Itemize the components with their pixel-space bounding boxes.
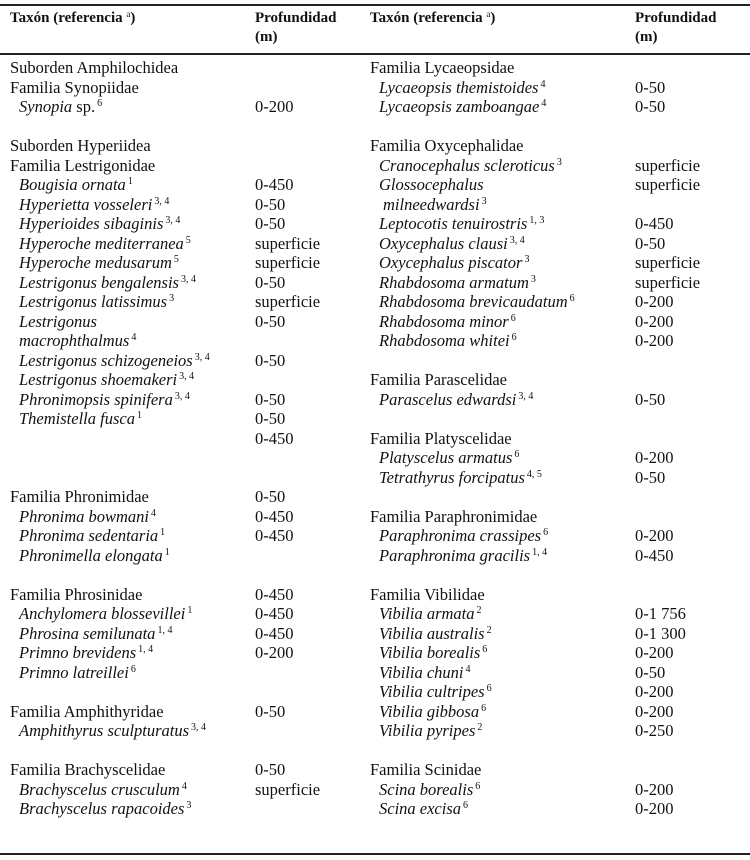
taxon-name: Suborden Amphilochidea (10, 58, 179, 77)
species-row (379, 390, 533, 410)
reference-superscript: 4, 5 (526, 468, 542, 480)
taxon-name: Familia Lestrigonidae (10, 155, 156, 175)
species-row (379, 468, 542, 488)
family-label (370, 58, 514, 78)
species-name: Rhabdosoma armatum (379, 272, 529, 292)
species-name: Rhabdosoma brevicaudatum (379, 292, 568, 311)
taxon-name: Familia Amphithyridae (10, 701, 164, 721)
depth-value: 0-50 (255, 409, 286, 428)
reference-superscript: 3 (530, 273, 536, 285)
reference-superscript: 1, 3 (529, 215, 545, 226)
reference-superscript: 2 (477, 722, 483, 733)
species-name: Vibilia australis (379, 623, 485, 643)
taxon-name: Familia Parascelidae (370, 370, 507, 389)
header-bottom-rule (0, 53, 750, 55)
header-right-depth-line1: Profundidad (635, 10, 717, 26)
suborder-label (10, 58, 178, 78)
reference-superscript: 6 (569, 293, 575, 304)
header-left-taxon-sup: a (126, 9, 131, 19)
species-row (19, 721, 206, 741)
species-row (379, 682, 492, 702)
depth-value: 0-450 (255, 584, 294, 604)
reference-superscript: 3, 4 (179, 371, 195, 382)
depth-value: 0-50 (635, 97, 666, 116)
reference-superscript: 6 (97, 98, 103, 109)
species-row (379, 175, 484, 195)
species-name: Primno brevidens (19, 643, 137, 662)
taxon-name: Familia Lycaeopsidae (370, 58, 515, 77)
depth-value: 0-200 (635, 779, 674, 799)
family-label (10, 156, 155, 176)
species-row (19, 663, 136, 683)
species-row (379, 604, 482, 624)
species-row (19, 292, 174, 312)
family-label (370, 585, 485, 605)
species-name: Lestrigonus bengalensis (19, 272, 179, 292)
depth-value: 0-50 (635, 389, 666, 409)
species-row (19, 799, 191, 819)
species-name: Lestrigonus schizogeneios (19, 350, 193, 370)
family-label (10, 78, 139, 98)
header-left-taxon (10, 9, 135, 28)
taxon-name: Familia Vibilidae (370, 584, 485, 604)
species-row (19, 253, 179, 273)
depth-value: superficie (635, 175, 701, 194)
depth-value: 0-50 (635, 467, 666, 487)
header-right-depth-line2: (m) (635, 29, 658, 45)
species-row (19, 624, 172, 644)
species-row (19, 370, 194, 390)
reference-superscript: 6 (514, 449, 520, 460)
species-name: Lestrigonus (19, 311, 97, 331)
depth-value: 0-200 (635, 292, 674, 311)
reference-superscript: 6 (130, 663, 136, 675)
species-name: Oxycephalus clausi (379, 233, 508, 253)
species-name: Phronima bowmani (19, 506, 150, 526)
suborder-label (10, 136, 151, 156)
species-row (19, 273, 196, 293)
species-row (379, 97, 546, 117)
depth-value: 0-200 (635, 311, 674, 331)
species-row (379, 663, 470, 683)
species-row (379, 156, 562, 176)
family-label (370, 370, 507, 390)
species-name: Scina excisa (379, 799, 462, 818)
depth-value: superficie (635, 272, 701, 292)
species-suffix: sp. (72, 97, 96, 116)
species-name: Vibilia cultripes (379, 682, 485, 701)
species-row (19, 175, 133, 195)
depth-value: 0-450 (255, 623, 294, 643)
species-row (19, 312, 97, 332)
depth-value: superficie (255, 253, 321, 272)
depth-value: 0-50 (255, 760, 286, 779)
species-name: Vibilia chuni (379, 662, 464, 682)
header-right-taxon (370, 9, 495, 28)
species-name: macrophthalmus (19, 331, 130, 350)
species-row (379, 799, 468, 819)
table-bottom-rule (0, 853, 750, 855)
species-row (379, 546, 547, 566)
depth-value: 0-450 (255, 526, 294, 545)
depth-value: 0-50 (255, 272, 286, 292)
species-row (383, 195, 487, 215)
reference-superscript: 3, 4 (154, 195, 170, 207)
species-name: milneedwardsi (383, 194, 480, 214)
species-row (19, 604, 192, 624)
reference-superscript: 4 (181, 780, 187, 792)
species-name: Synopia (19, 97, 73, 116)
depth-value: 0-50 (255, 311, 286, 331)
species-name: Lycaeopsis themistoides (379, 77, 539, 97)
species-name: Phrosina semilunata (19, 623, 156, 643)
family-label (10, 585, 142, 605)
depth-value: 0-50 (255, 350, 286, 370)
species-name: Parascelus edwardsi (379, 389, 517, 409)
header-right-taxon-sup: a (486, 9, 491, 19)
reference-superscript: 4 (540, 78, 546, 90)
species-name: Hyperoche medusarum (19, 253, 172, 272)
depth-value: 0-50 (255, 194, 286, 214)
depth-value: 0-200 (635, 799, 674, 818)
reference-superscript: 1, 4 (532, 546, 548, 558)
species-row (379, 624, 492, 644)
reference-superscript: 1 (136, 410, 142, 421)
reference-superscript: 3, 4 (194, 351, 210, 363)
species-name: Themistella fusca (19, 409, 135, 428)
species-row (19, 546, 170, 566)
species-row (19, 195, 169, 215)
header-left-taxon-close: ) (130, 10, 136, 26)
depth-value: 0-450 (255, 604, 294, 623)
depth-value: 0-200 (635, 526, 674, 545)
taxon-name: Familia Phrosinidae (10, 584, 143, 604)
species-row (379, 643, 487, 663)
species-row (19, 507, 156, 527)
species-name: Leptocotis tenuirostris (379, 214, 528, 233)
family-label (10, 760, 165, 780)
depth-value: 0-200 (635, 682, 674, 701)
species-row (379, 234, 525, 254)
depth-value: 0-200 (635, 331, 674, 350)
family-label (370, 760, 481, 780)
species-name: Vibilia gibbosa (379, 701, 480, 721)
header-right-depth (635, 9, 716, 47)
reference-superscript: 3 (524, 254, 530, 265)
reference-superscript: 1 (127, 176, 133, 187)
depth-value: 0-50 (255, 389, 286, 409)
species-name: Bougisia ornata (19, 175, 126, 194)
species-name: Rhabdosoma minor (379, 311, 509, 331)
reference-superscript: 3, 4 (509, 234, 525, 246)
reference-superscript: 3 (556, 156, 562, 168)
species-name: Vibilia pyripes (379, 721, 476, 740)
depth-value: 0-450 (635, 214, 674, 233)
species-name: Platyscelus armatus (379, 448, 513, 467)
header-left-taxon-label: Taxón (referencia (10, 10, 123, 26)
reference-superscript: 2 (476, 605, 482, 616)
depth-value: superficie (255, 292, 321, 311)
species-name: Brachyscelus rapacoides (19, 799, 185, 818)
reference-superscript: 1, 4 (138, 644, 154, 655)
reference-superscript: 1 (164, 546, 170, 558)
species-name: Tetrathyrus forcipatus (379, 467, 525, 487)
depth-value: 0-200 (635, 643, 674, 662)
reference-superscript: 3 (186, 800, 192, 811)
species-row (379, 448, 519, 468)
species-name: Amphithyrus sculpturatus (19, 721, 190, 740)
depth-value: superficie (255, 779, 321, 799)
species-row (379, 526, 548, 546)
depth-value: superficie (635, 253, 701, 272)
header-right-taxon-close: ) (490, 10, 496, 26)
reference-superscript: 6 (463, 800, 469, 811)
depth-value: 0-450 (635, 545, 674, 565)
species-row (19, 409, 142, 429)
species-name: Glossocephalus (379, 175, 484, 194)
reference-superscript: 5 (173, 254, 179, 265)
taxon-name: Familia Phronimidae (10, 487, 149, 506)
depth-value: 0-1 300 (635, 623, 686, 643)
header-left-depth (255, 9, 336, 47)
species-name: Lycaeopsis zamboangae (379, 97, 540, 116)
species-row (379, 702, 486, 722)
reference-superscript: 3, 4 (165, 215, 181, 226)
species-name: Primno latreillei (19, 662, 129, 682)
reference-superscript: 4 (131, 332, 137, 343)
taxon-name: Familia Synopiidae (10, 77, 139, 97)
depth-value: 0-50 (255, 701, 286, 721)
reference-superscript: 1 (160, 527, 166, 538)
species-row (19, 214, 180, 234)
species-name: Paraphronima gracilis (379, 545, 531, 565)
depth-value: superficie (255, 233, 321, 253)
species-row (379, 273, 536, 293)
species-row (379, 780, 480, 800)
reference-superscript: 6 (511, 332, 517, 343)
species-row (379, 721, 482, 741)
species-name: Phronima sedentaria (19, 526, 159, 545)
reference-superscript: 4 (151, 507, 157, 519)
header-right-taxon-label: Taxón (referencia (370, 10, 483, 26)
reference-superscript: 3, 4 (191, 722, 207, 733)
reference-superscript: 1, 4 (157, 624, 173, 636)
species-row (379, 312, 516, 332)
species-row (19, 643, 153, 663)
depth-value: 0-200 (255, 643, 294, 662)
species-name: Lestrigonus shoemakeri (19, 370, 178, 389)
species-name: Scina borealis (379, 779, 474, 799)
depth-value: 0-250 (635, 721, 674, 740)
reference-superscript: 6 (486, 683, 492, 694)
species-row (379, 253, 529, 273)
family-label (370, 429, 512, 449)
depth-value: 0-200 (635, 448, 674, 467)
family-label (10, 487, 149, 507)
species-row (19, 780, 187, 800)
species-row (19, 97, 102, 117)
family-label (10, 702, 164, 722)
reference-superscript: 4 (465, 663, 471, 675)
table-top-rule (0, 4, 750, 6)
family-label (370, 507, 537, 527)
taxon-name: Suborden Hyperiidea (10, 136, 151, 155)
reference-superscript: 3, 4 (518, 390, 534, 402)
reference-superscript: 4 (541, 98, 547, 109)
reference-superscript: 6 (481, 702, 487, 714)
species-name: Hyperioides sibaginis (19, 214, 164, 233)
species-row (379, 331, 517, 351)
reference-superscript: 6 (510, 312, 516, 324)
reference-superscript: 6 (482, 644, 488, 655)
reference-superscript: 6 (475, 780, 481, 792)
header-left-depth-line1: Profundidad (255, 10, 337, 26)
header-left-depth-line2: (m) (255, 29, 278, 45)
taxon-name: Familia Oxycephalidae (370, 136, 524, 155)
reference-superscript: 5 (185, 234, 191, 246)
species-name: Phronimella elongata (19, 545, 163, 565)
depth-value: 0-200 (255, 97, 294, 116)
depth-value: 0-50 (635, 662, 666, 682)
taxon-name: Familia Paraphronimidae (370, 506, 538, 526)
reference-superscript: 2 (486, 624, 492, 636)
depth-value: 0-450 (255, 428, 294, 448)
species-name: Brachyscelus crusculum (19, 779, 180, 799)
species-name: Vibilia armata (379, 604, 475, 623)
depth-value: superficie (635, 155, 701, 175)
species-name: Hyperoche mediterranea (19, 233, 184, 253)
depth-value: 0-450 (255, 175, 294, 194)
species-name: Phronimopsis spinifera (19, 389, 173, 409)
species-row (19, 351, 210, 371)
depth-value: 0-200 (635, 701, 674, 721)
species-row (19, 526, 165, 546)
reference-superscript: 3 (481, 195, 487, 207)
taxon-name: Familia Platyscelidae (370, 428, 512, 448)
species-row (379, 214, 544, 234)
species-name: Anchylomera blossevillei (19, 604, 186, 623)
reference-superscript: 3 (169, 293, 175, 304)
depth-value: 0-50 (255, 214, 286, 233)
species-name: Lestrigonus latissimus (19, 292, 168, 311)
depth-value: 0-50 (255, 487, 286, 506)
depth-value: 0-50 (635, 77, 666, 97)
depth-value: 0-450 (255, 506, 294, 526)
reference-superscript: 3, 4 (174, 390, 190, 402)
species-row (19, 331, 136, 351)
taxon-name: Familia Brachyscelidae (10, 760, 166, 779)
species-name: Hyperietta vosseleri (19, 194, 153, 214)
reference-superscript: 1 (187, 605, 193, 616)
reference-superscript: 3, 4 (180, 273, 196, 285)
species-name: Rhabdosoma whitei (379, 331, 510, 350)
species-row (379, 292, 575, 312)
family-label (370, 136, 524, 156)
species-row (379, 78, 545, 98)
species-row (19, 234, 191, 254)
taxon-name: Familia Scinidae (370, 760, 482, 779)
depth-value: 0-1 756 (635, 604, 686, 623)
species-name: Cranocephalus scleroticus (379, 155, 555, 175)
species-row (19, 390, 190, 410)
species-name: Vibilia borealis (379, 643, 481, 662)
reference-superscript: 6 (543, 527, 549, 538)
species-name: Oxycephalus piscator (379, 253, 523, 272)
species-name: Paraphronima crassipes (379, 526, 542, 545)
depth-value: 0-50 (635, 233, 666, 253)
